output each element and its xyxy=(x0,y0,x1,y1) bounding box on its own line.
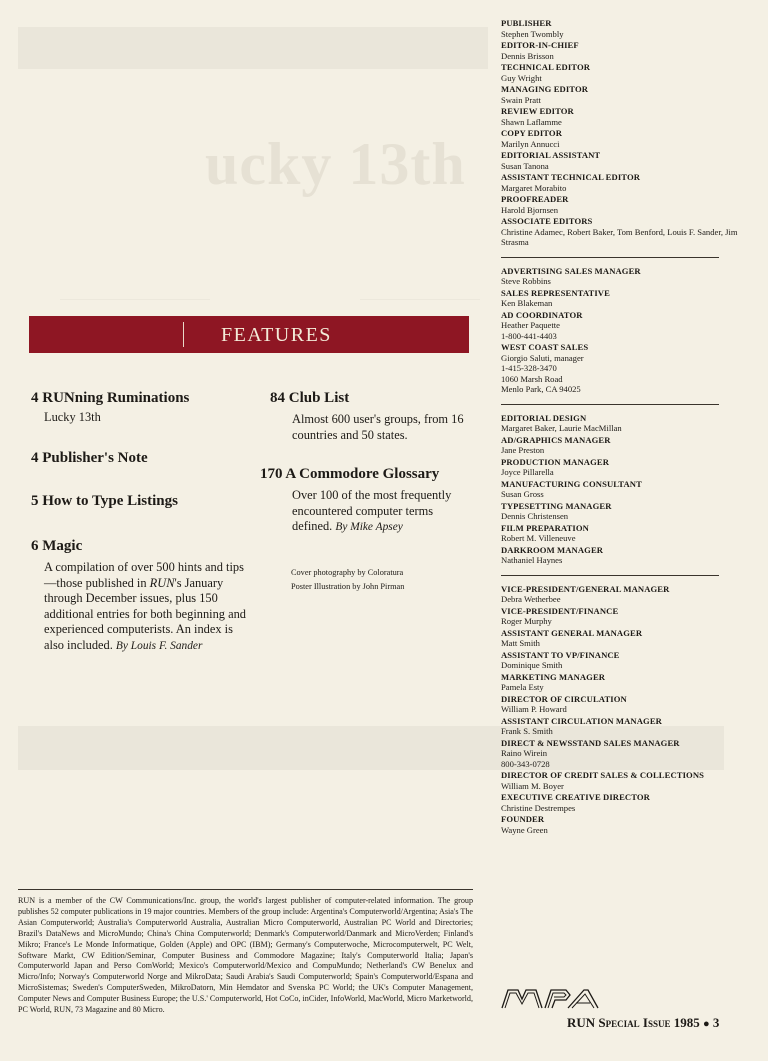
masthead-role: DIRECTOR OF CREDIT SALES & COLLECTIONS xyxy=(501,770,705,780)
masthead-group-sales xyxy=(501,266,741,395)
masthead-names: Christine Adamec, Robert Baker, Tom Benford, Louis F. Sander, Jim Strasma xyxy=(501,226,738,247)
masthead-role: TECHNICAL EDITOR xyxy=(501,62,591,72)
feature-item-glossary[interactable] xyxy=(260,465,475,536)
masthead-entry xyxy=(501,523,741,544)
ghost-band-top xyxy=(18,27,488,69)
svg-text:MPA: MPA xyxy=(550,1008,553,1009)
masthead-role: AD COORDINATOR xyxy=(501,309,583,320)
masthead-entry xyxy=(501,310,741,342)
ghost-column-right xyxy=(360,290,480,300)
masthead-entry xyxy=(501,792,741,813)
feature-item-magic[interactable] xyxy=(31,537,246,654)
masthead-entry xyxy=(501,814,741,835)
masthead-group-editorial xyxy=(501,18,741,248)
masthead xyxy=(501,17,741,835)
masthead-role: MARKETING MANAGER xyxy=(501,671,606,682)
masthead-role: AD/GRAPHICS MANAGER xyxy=(501,434,611,445)
feature-description: Lucky 13th xyxy=(44,410,101,424)
footer-divider xyxy=(18,889,473,890)
masthead-names: Steve Robbins xyxy=(501,276,551,286)
masthead-names: Debra Wetherbee xyxy=(501,594,561,604)
masthead-names: Dennis Christensen xyxy=(501,511,569,521)
masthead-entry xyxy=(501,128,741,149)
page-folio xyxy=(567,1015,719,1031)
mpa-logo xyxy=(500,988,600,1015)
masthead-names: Marilyn Annucci xyxy=(501,138,560,149)
masthead-entry xyxy=(501,62,741,83)
masthead-role: ASSISTANT GENERAL MANAGER xyxy=(501,627,643,638)
masthead-names: Stephen Twombly xyxy=(501,28,564,39)
feature-title: 6 Magic xyxy=(31,538,83,554)
description-text: A compilation of over 500 hints and tips—those published in xyxy=(44,560,244,590)
folio-issue: Special Issue xyxy=(598,1015,671,1030)
masthead-role: DIRECT & NEWSSTAND SALES MANAGER xyxy=(501,737,680,748)
masthead-role: ASSISTANT CIRCULATION MANAGER xyxy=(501,715,662,726)
masthead-entry xyxy=(501,694,741,715)
magazine-name: RUN xyxy=(149,575,175,590)
feature-item-ruminations[interactable] xyxy=(31,389,251,426)
masthead-names: Margaret Baker, Laurie MacMillan xyxy=(501,423,622,433)
feature-title: 4 Publisher's Note xyxy=(31,450,148,466)
publisher-statement: RUN is a member of the CW Communications/Inc. group, the world's largest publisher of computer-related information. The group publishes 52 computer publications in 19 major countries. Members of the group include: Argentina's Computerworld/Argentina; Asia's The Asian Computerworld; Australia's Computerworld Australia, Australian Micro Computerworld, Australian PC World and Directories; Brazil's DataNews and MicroMundo; China's China Computerworld; Denmark's Computerworld/Danmark and MicroVerden; Finland's Mikro; France's Le Monde Informatique, Golden (Apple) and OPC (IBM); Germany's Computerwoche, Microcomputerwelt, PC Welt, Software Markt, CW Edition/Seminar, Computer Business and Commodore Magazine; Italy's Computerworld Italia; Japan's Computerworld Japan and Perso ComWorld; Mexico's Computerworld/Mexico and CompuMundo; Netherland's CW Benelux and Micro/Info; Norway's Computerworld Norge and MikroData; Saudi Arabia's Saudi Computerworld; Spain's Computerworld/Espana and MicroSistemas; Sweden's ComputerSweden, MikroDatorn, Min Hemdator and Svenska PC World; the UK's Computer Management, Computer News and Computer Business Europe; the U.S.' Computerworld, Hot CoCo, inCider, InfoWorld, MacWorld, Micro Marketworld, PC World, RUN, 73 Magazine and 80 Micro. xyxy=(18,896,473,1015)
cover-credits xyxy=(291,566,404,594)
features-banner xyxy=(29,316,469,353)
feature-description xyxy=(44,560,246,654)
feature-description: Almost 600 user's groups, from 16 countries and 50 states. xyxy=(292,412,464,442)
masthead-role: REVIEW EDITOR xyxy=(501,106,574,116)
feature-byline: By Mike Apsey xyxy=(335,521,403,533)
masthead-entry xyxy=(501,716,741,737)
masthead-role: MANAGING EDITOR xyxy=(501,84,589,94)
masthead-names: Shawn Laflamme xyxy=(501,116,562,127)
masthead-names: Pamela Esty xyxy=(501,682,544,692)
masthead-names: Jane Preston xyxy=(501,445,545,455)
masthead-role: ADVERTISING SALES MANAGER xyxy=(501,265,641,276)
feature-item-club-list[interactable] xyxy=(270,389,475,443)
masthead-names: Wayne Green xyxy=(501,824,548,835)
feature-description xyxy=(292,488,475,536)
masthead-group-production xyxy=(501,413,741,566)
cover-credit: Cover photography by Coloratura xyxy=(291,568,404,577)
feature-item-type-listings[interactable] xyxy=(31,492,251,511)
masthead-names: William M. Boyer xyxy=(501,780,564,791)
masthead-role: VICE-PRESIDENT/GENERAL MANAGER xyxy=(501,583,670,594)
mpa-logo-icon xyxy=(500,988,600,1010)
features-title: FEATURES xyxy=(221,324,332,346)
masthead-entry xyxy=(501,479,741,500)
masthead-role: TYPESETTING MANAGER xyxy=(501,500,612,511)
masthead-role: FOUNDER xyxy=(501,814,545,824)
masthead-role: EDITORIAL DESIGN xyxy=(501,412,587,423)
masthead-role: DARKROOM MANAGER xyxy=(501,544,604,555)
masthead-names: William P. Howard xyxy=(501,704,567,714)
masthead-role: ASSOCIATE EDITORS xyxy=(501,216,593,226)
feature-item-publishers-note[interactable] xyxy=(31,449,251,468)
masthead-entry xyxy=(501,738,741,770)
masthead-names: Heather Paquette 1-800-441-4403 xyxy=(501,320,560,341)
ghost-column-left xyxy=(60,290,210,300)
divider xyxy=(501,575,719,576)
masthead-role: EDITOR-IN-CHIEF xyxy=(501,40,579,50)
feature-title: 170 A Commodore Glossary xyxy=(260,466,440,482)
masthead-role: FILM PREPARATION xyxy=(501,522,589,533)
masthead-entry xyxy=(501,457,741,478)
masthead-names: Susan Gross xyxy=(501,489,544,499)
masthead-entry xyxy=(501,545,741,566)
masthead-entry xyxy=(501,84,741,105)
masthead-role: COPY EDITOR xyxy=(501,128,563,138)
ghost-headline: ucky 13th xyxy=(205,131,466,197)
masthead-role: VICE-PRESIDENT/FINANCE xyxy=(501,605,619,616)
folio-bullet-icon: ● xyxy=(702,1018,710,1030)
masthead-entry xyxy=(501,606,741,627)
masthead-role: PRODUCTION MANAGER xyxy=(501,456,610,467)
masthead-names: Roger Murphy xyxy=(501,616,552,626)
banner-tick xyxy=(183,322,184,347)
masthead-role: DIRECTOR OF CIRCULATION xyxy=(501,693,627,704)
masthead-names: Raino Wirein 800-343-0728 xyxy=(501,748,550,769)
masthead-role: ASSISTANT TO VP/FINANCE xyxy=(501,649,620,660)
masthead-role: SALES REPRESENTATIVE xyxy=(501,287,610,298)
masthead-entry xyxy=(501,194,741,215)
masthead-entry xyxy=(501,106,741,127)
masthead-names: Susan Tanona xyxy=(501,160,549,171)
masthead-entry xyxy=(501,435,741,456)
masthead-names: Christine Destrempes xyxy=(501,802,576,813)
masthead-entry xyxy=(501,501,741,522)
feature-title: 5 How to Type Listings xyxy=(31,493,178,509)
masthead-role: EXECUTIVE CREATIVE DIRECTOR xyxy=(501,792,650,802)
masthead-entry xyxy=(501,266,741,287)
masthead-entry xyxy=(501,40,741,61)
masthead-entry xyxy=(501,342,741,395)
description-text: 's January through December issues, plus 150 additional entries for both beginning and experienced computerists. An index is also included. xyxy=(44,575,246,652)
feature-title: 84 Club List xyxy=(270,390,350,406)
masthead-entry xyxy=(501,150,741,171)
masthead-names: Robert M. Villeneuve xyxy=(501,533,576,543)
masthead-names: Harold Bjornsen xyxy=(501,204,559,215)
masthead-names: Frank S. Smith xyxy=(501,726,553,736)
masthead-names: Guy Wright xyxy=(501,72,542,83)
masthead-entry xyxy=(501,672,741,693)
divider xyxy=(501,404,719,405)
masthead-role: MANUFACTURING CONSULTANT xyxy=(501,478,642,489)
feature-title: 4 RUNning Ruminations xyxy=(31,390,190,406)
poster-credit: Poster Illustration by John Pirman xyxy=(291,582,405,591)
masthead-entry xyxy=(501,18,741,39)
masthead-entry xyxy=(501,628,741,649)
masthead-entry xyxy=(501,584,741,605)
feature-byline: By Louis F. Sander xyxy=(115,639,203,652)
page-number: 3 xyxy=(712,1015,720,1030)
masthead-entry xyxy=(501,413,741,434)
divider xyxy=(501,257,719,258)
masthead-names: Dennis Brisson xyxy=(501,50,554,61)
masthead-entry xyxy=(501,770,741,791)
masthead-names: Joyce Pillarella xyxy=(501,467,554,477)
masthead-group-management xyxy=(501,584,741,836)
masthead-names: Matt Smith xyxy=(501,638,540,648)
masthead-role: PUBLISHER xyxy=(501,18,552,28)
masthead-role: EDITORIAL ASSISTANT xyxy=(501,150,601,160)
masthead-names: Nathaniel Haynes xyxy=(501,555,563,565)
masthead-entry xyxy=(501,288,741,309)
masthead-entry xyxy=(501,650,741,671)
folio-year: 1985 xyxy=(673,1015,700,1030)
masthead-names: Margaret Morabito xyxy=(501,182,567,193)
masthead-role: WEST COAST SALES xyxy=(501,342,589,352)
masthead-role: PROOFREADER xyxy=(501,194,569,204)
masthead-names: Dominique Smith xyxy=(501,660,563,670)
description-text: Over 100 of the most frequently encountered computer terms defined. xyxy=(292,488,452,533)
masthead-entry xyxy=(501,172,741,193)
masthead-names: Ken Blakeman xyxy=(501,298,553,308)
masthead-names: Giorgio Saluti, manager 1-415-328-3470 1060 Marsh Road Menlo Park, CA 94025 xyxy=(501,352,584,394)
masthead-entry xyxy=(501,216,741,248)
masthead-role: ASSISTANT TECHNICAL EDITOR xyxy=(501,172,641,182)
masthead-names: Swain Pratt xyxy=(501,94,541,105)
folio-magazine: RUN xyxy=(567,1015,596,1030)
